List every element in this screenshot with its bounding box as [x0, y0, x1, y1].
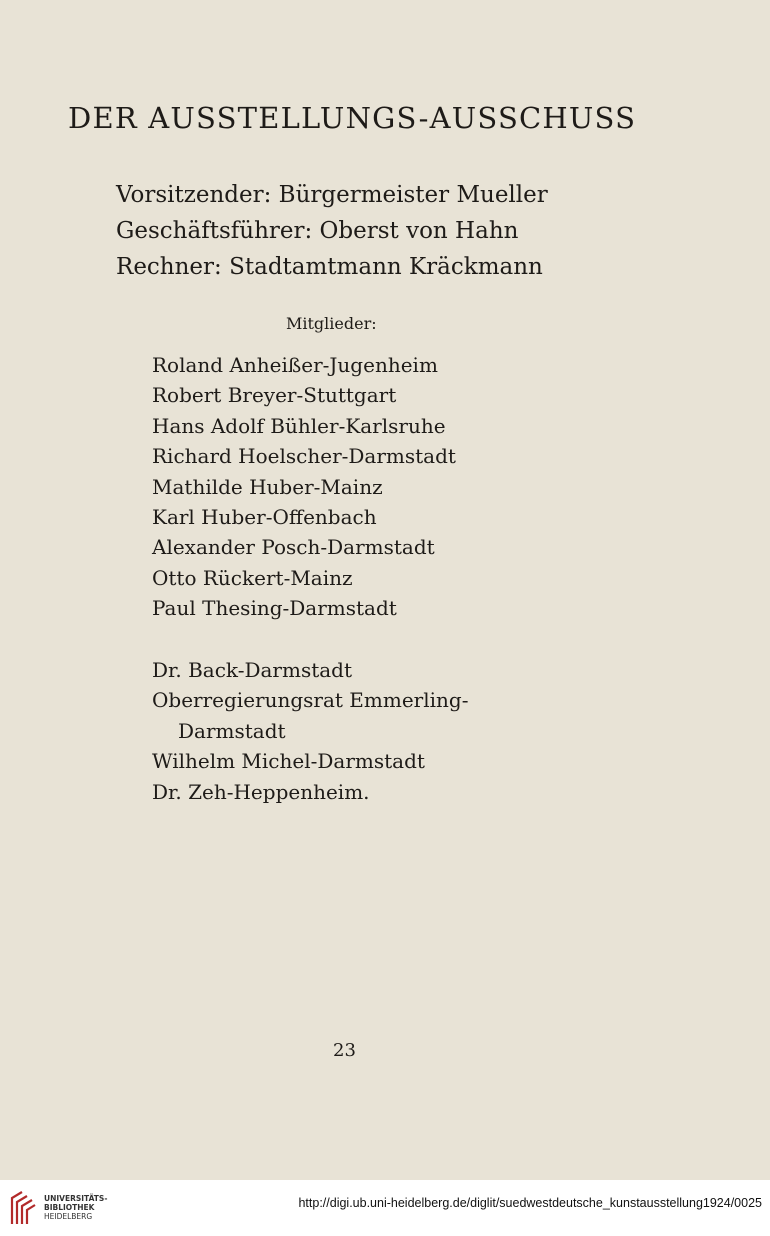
university-library-logo-icon: [8, 1188, 38, 1228]
source-url-link[interactable]: http://digi.ub.uni-heidelberg.de/diglit/suedwestdeutsche_kunstausstellung1924/0025: [298, 1196, 762, 1210]
member-item: Roland Anheißer-Jugenheim: [152, 353, 438, 377]
member-item: Alexander Posch-Darmstadt: [152, 535, 435, 560]
officer-manager: Geschäftsführer: Oberst von Hahn: [116, 218, 519, 244]
footer-bar: [0, 1180, 770, 1236]
member-item: Otto Rückert-Mainz: [152, 565, 353, 590]
member-item: Robert Breyer-Stuttgart: [152, 383, 397, 408]
member-item: Paul Thesing-Darmstadt: [152, 596, 397, 621]
member-item: Richard Hoelscher-Darmstadt: [152, 444, 456, 469]
other-members-list: [152, 655, 468, 807]
members-list: [152, 350, 456, 624]
other-member-item: Oberregierungsrat Emmerling-: [152, 688, 469, 713]
library-logo-text: [44, 1194, 107, 1221]
logo-line: HEIDELBERG: [44, 1212, 93, 1221]
officers-list: [116, 177, 548, 285]
officer-chairman: Vorsitzender: Bürgermeister Mueller: [116, 182, 548, 208]
page-number: 23: [333, 1040, 356, 1061]
other-member-item: Dr. Back-Darmstadt: [152, 658, 353, 682]
other-member-continuation: Darmstadt: [178, 718, 286, 743]
member-item: Mathilde Huber-Mainz: [152, 474, 383, 499]
officer-treasurer: Rechner: Stadtamtmann Kräckmann: [116, 254, 543, 280]
other-member-item: Wilhelm Michel-Darmstadt: [152, 749, 425, 774]
logo-line: BIBLIOTHEK: [44, 1203, 95, 1212]
member-item: Karl Huber-Offenbach: [152, 505, 377, 530]
members-heading: Mitglieder:: [286, 314, 377, 333]
logo-line: UNIVERSITÄTS-: [44, 1194, 108, 1203]
page-title: DER AUSSTELLUNGS-AUSSCHUSS: [68, 101, 637, 135]
member-item: Hans Adolf Bühler-Karlsruhe: [152, 413, 446, 438]
other-member-item: Dr. Zeh-Heppenheim.: [152, 779, 370, 804]
